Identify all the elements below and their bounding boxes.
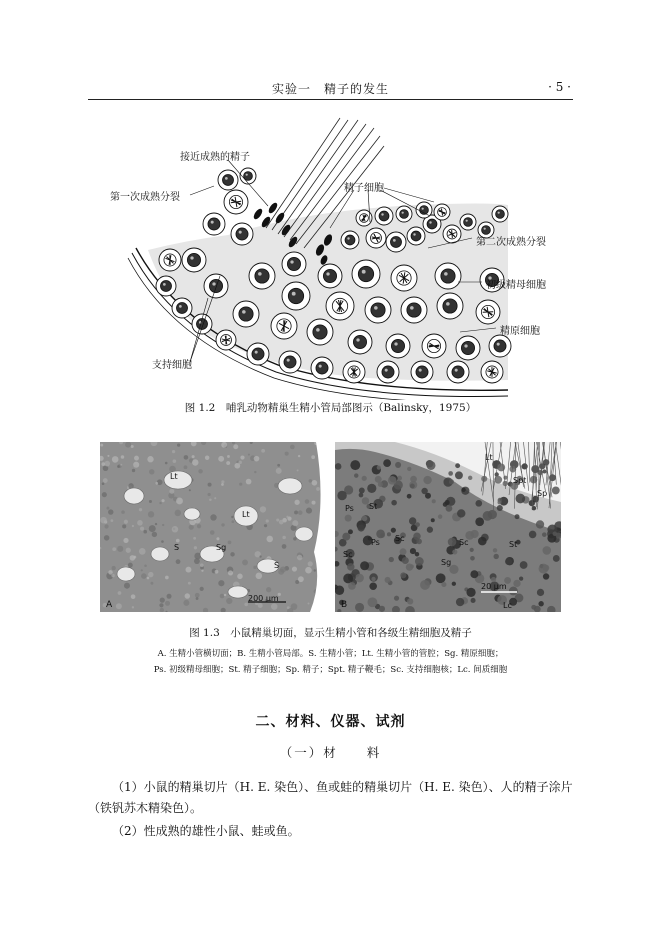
label-b-ps2: Ps xyxy=(371,538,380,547)
cell xyxy=(279,351,301,373)
cell xyxy=(218,170,238,190)
label-b-sg: Sg xyxy=(441,558,452,567)
cell xyxy=(437,293,463,319)
cell xyxy=(422,334,446,358)
photo-panel-b xyxy=(335,442,561,612)
cell xyxy=(249,263,275,289)
cell xyxy=(311,357,333,379)
cell xyxy=(172,298,192,318)
panel-b-letter: B xyxy=(341,600,348,610)
cell xyxy=(443,225,461,243)
cell xyxy=(282,282,310,310)
figure-1-3-legend-line2: Ps. 初级精母细胞；St. 精子细胞；Sp. 精子；Spt. 精子鞭毛；Sc. 支持细胞核；Lc. 间质细胞 xyxy=(153,665,508,675)
cell xyxy=(396,206,412,222)
label-a-sg: Sg xyxy=(216,543,227,552)
cell xyxy=(203,213,225,235)
cell xyxy=(343,361,365,383)
figure-seminiferous-tubule-diagram xyxy=(108,110,558,400)
panel-b-scale: 20 μm xyxy=(481,582,507,591)
label-second-meiosis: 第二次成熟分裂 xyxy=(476,237,546,248)
figure-1-3-legend-line1: A. 生精小管横切面；B. 生精小管局部。S. 生精小管；Lt. 生精小管的管腔；Sg. 精原细胞； xyxy=(157,649,504,659)
cell xyxy=(407,227,425,245)
cell xyxy=(341,231,359,249)
cell xyxy=(391,265,417,291)
label-a-s2: S xyxy=(274,561,280,570)
figure-1-2-caption: 图 1.2 哺乳动物精巢生精小管局部图示（Balinsky，1975） xyxy=(184,402,477,414)
label-b-sc1: Sc xyxy=(343,550,353,559)
cell xyxy=(271,313,297,339)
label-b-sp: Sp xyxy=(537,489,548,498)
cell xyxy=(386,334,410,358)
figure-1-3-caption: 图 1.3 小鼠精巢切面，显示生精小管和各级生精细胞及精子 xyxy=(189,627,472,639)
cell xyxy=(386,232,406,252)
label-near-mature-sperm: 接近成熟的精子 xyxy=(180,152,250,163)
panel-a-letter: A xyxy=(106,600,113,610)
cell xyxy=(159,249,181,271)
cell xyxy=(182,248,206,272)
label-b-lt: Lt xyxy=(485,453,493,462)
cell xyxy=(481,361,503,383)
running-header xyxy=(88,78,573,98)
label-a-lt2: Lt xyxy=(242,510,250,519)
label-a-s1: S xyxy=(174,543,180,552)
cell xyxy=(365,297,391,323)
label-b-lc: Lc xyxy=(503,601,512,610)
paragraph-2: （2）性成熟的雄性小鼠、蛙或鱼。 xyxy=(112,824,300,838)
cell xyxy=(401,297,427,323)
cell xyxy=(435,263,461,289)
label-spermatogonia: 精原细胞 xyxy=(500,326,540,337)
cell xyxy=(216,330,236,350)
cell xyxy=(247,343,269,365)
cell xyxy=(476,300,500,324)
label-b-st2: St xyxy=(509,540,518,549)
label-b-st1: St xyxy=(369,502,378,511)
cell xyxy=(447,361,469,383)
cell xyxy=(318,264,342,288)
label-b-sc3: Sc xyxy=(459,538,469,547)
cell xyxy=(282,252,306,276)
label-primary-spermatocyte: 初级精母细胞 xyxy=(486,280,546,291)
label-a-lt1: Lt xyxy=(170,472,178,481)
label-sertoli-cell: 支持细胞 xyxy=(152,360,192,371)
photo-panel-a xyxy=(100,442,326,612)
cell xyxy=(460,214,476,230)
label-spermatids: 精子细胞 xyxy=(344,183,384,194)
label-b-ps1: Ps xyxy=(345,504,354,513)
panel-a-scale: 200 μm xyxy=(248,594,279,603)
cell xyxy=(377,361,399,383)
cell xyxy=(192,314,212,334)
cell xyxy=(233,301,259,327)
cell xyxy=(204,274,228,298)
tubule-detail-photo xyxy=(335,442,561,612)
cell xyxy=(352,260,380,288)
cell xyxy=(240,168,256,184)
cell xyxy=(375,207,393,225)
cell xyxy=(224,190,248,214)
cell xyxy=(326,292,354,320)
cell xyxy=(231,223,253,245)
cell xyxy=(492,206,508,222)
cell xyxy=(307,319,333,345)
page-number: · 5 · xyxy=(548,80,571,94)
paragraph-1: （1）小鼠的精巢切片（H. E. 染色）、鱼或蛙的精巢切片（H. E. 染色）、人的精子涂片（铁钒苏木精染色）。 xyxy=(88,780,573,815)
cell xyxy=(489,335,511,357)
cell xyxy=(456,336,480,360)
cell xyxy=(434,204,450,220)
cell xyxy=(366,228,386,248)
label-first-meiosis: 第一次成熟分裂 xyxy=(110,192,180,203)
label-b-spt: Spt xyxy=(513,476,527,485)
cell xyxy=(348,330,372,354)
subsection-heading: （一）材 料 xyxy=(279,745,382,760)
cell xyxy=(411,361,433,383)
label-b-sc2: Sc xyxy=(395,534,405,543)
tubule-cross-section-photo xyxy=(100,442,326,612)
cell xyxy=(156,276,176,296)
header-rule xyxy=(88,99,573,100)
section-heading: 二、材料、仪器、试剂 xyxy=(255,714,406,730)
header-title: 实验一 精子的发生 xyxy=(271,82,389,96)
